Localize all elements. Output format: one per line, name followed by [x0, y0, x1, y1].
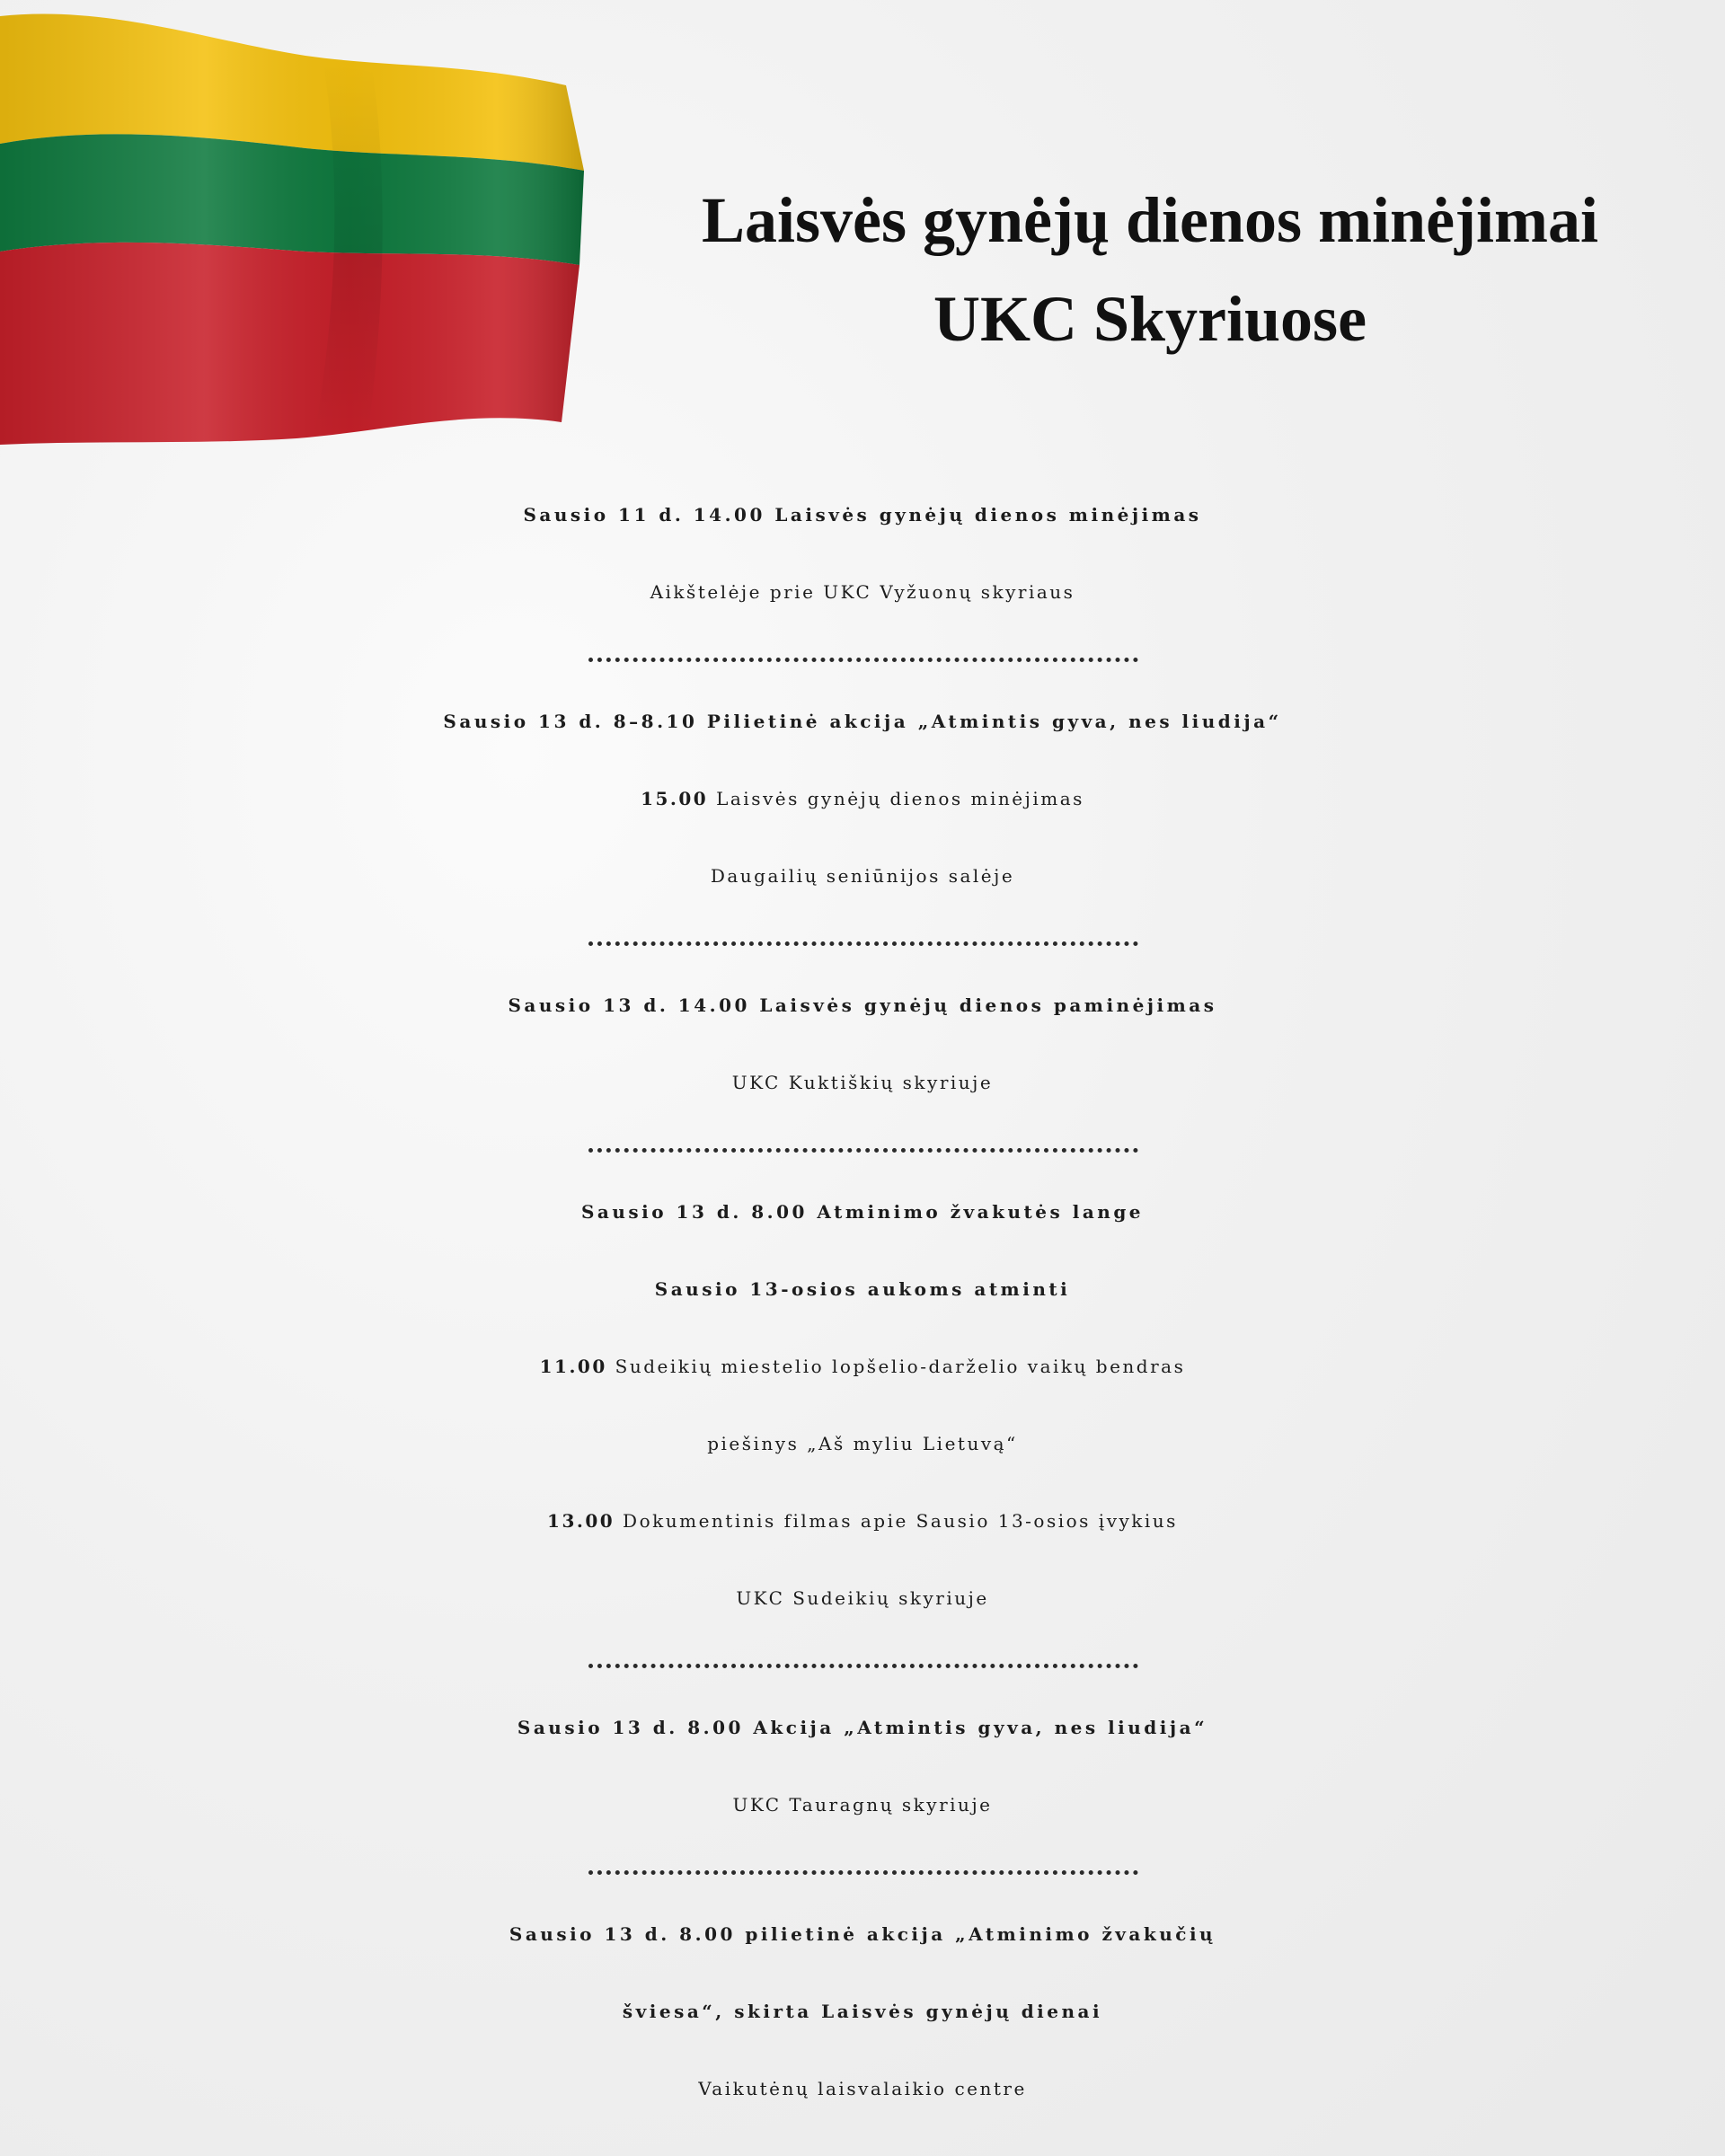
event-item-time: 15.00	[641, 788, 709, 809]
event-heading-line-2: Sausio 13-osios aukoms atminti	[654, 1278, 1071, 1300]
event-place: Aikštelėje prie UKC Vyžuonų skyriaus	[650, 581, 1075, 603]
event-item	[0, 760, 1725, 837]
event-item-text: Sudeikių miestelio lopšelio-darželio vaikų bendras	[606, 1356, 1186, 1377]
event-place: UKC Tauragnų skyriuje	[732, 1794, 993, 1816]
event-heading-line-1: Sausio 13 d. 8.00 Atminimo žvakutės lange	[580, 1201, 1145, 1223]
event-place: UKC Kuktiškių skyriuje	[731, 1072, 994, 1093]
lithuanian-flag-image	[0, 0, 593, 449]
event-item	[0, 1482, 1725, 1560]
event-item-text: Dokumentinis filmas apie Sausio 13-osios įvykius	[615, 1510, 1178, 1532]
event-heading: Sausio 13 d. 8–8.10 Pilietinė akcija „Atmintis gyva, nes liudija“	[443, 711, 1282, 732]
title-line-1: Laisvės gynėjų dienos minėjimai	[701, 184, 1599, 256]
event-heading-line-1: Sausio 13 d. 8.00 pilietinė akcija „Atminimo žvakučių	[509, 1923, 1216, 1945]
event-place: Daugailių seniūnijos salėje	[710, 865, 1015, 887]
event-place: Vaikutėnų laisvalaikio centre	[698, 2078, 1027, 2099]
event-item	[0, 1328, 1725, 1405]
event-item-text: Laisvės gynėjų dienos minėjimas	[708, 788, 1084, 809]
event-heading: Sausio 13 d. 8.00 Akcija „Atmintis gyva, nes liudija“	[517, 1717, 1208, 1738]
dotted-separator	[0, 1121, 1725, 1173]
event-taurage	[0, 1689, 1725, 1843]
event-heading: Sausio 13 d. 14.00 Laisvės gynėjų dienos paminėjimas	[508, 994, 1217, 1016]
event-list	[0, 476, 1725, 2127]
dotted-separator	[0, 631, 1725, 683]
event-kuktiskes	[0, 967, 1725, 1121]
event-heading-line-2: šviesa“, skirta Laisvės gynėjų dienai	[622, 2001, 1103, 2022]
title-line-2: UKC Skyriuose	[933, 283, 1367, 355]
event-item-continuation: piešinys „Aš myliu Lietuvą“	[707, 1433, 1018, 1454]
event-vaikutenai	[0, 1895, 1725, 2127]
event-place: UKC Sudeikių skyriuje	[736, 1587, 989, 1609]
dotted-separator	[0, 1843, 1725, 1895]
event-sudeikiai	[0, 1173, 1725, 1637]
event-vyzuonys	[0, 476, 1725, 631]
event-daugailiai	[0, 683, 1725, 915]
page-title	[575, 171, 1725, 368]
dotted-separator	[0, 915, 1725, 967]
event-heading: Sausio 11 d. 14.00 Laisvės gynėjų dienos minėjimas	[523, 504, 1202, 526]
event-item-time: 13.00	[547, 1510, 615, 1532]
event-item-time: 11.00	[539, 1356, 607, 1377]
dotted-separator	[0, 1637, 1725, 1689]
